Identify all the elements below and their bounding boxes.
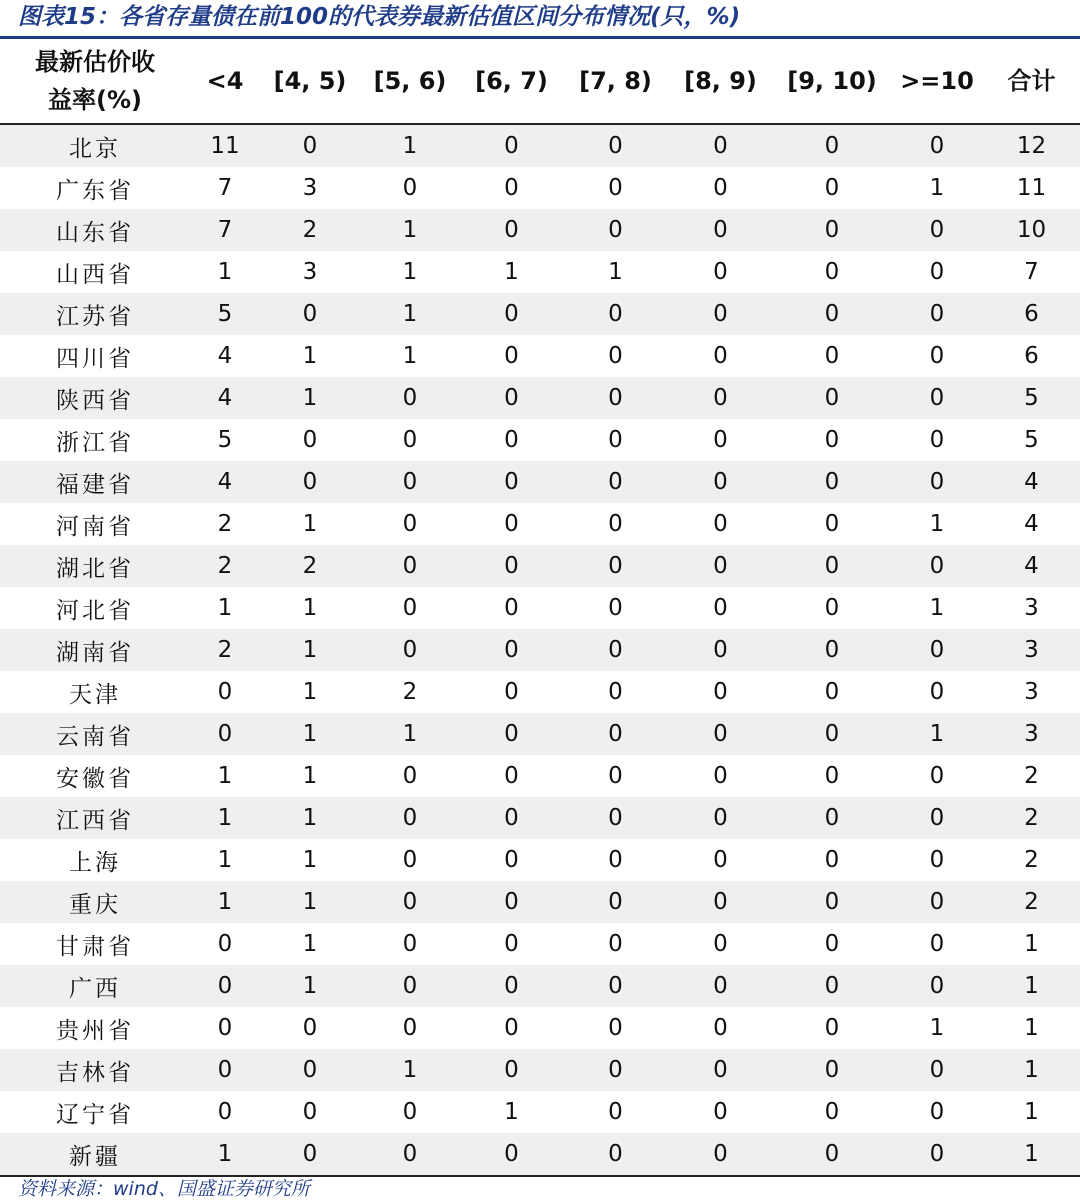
- column-header: [9, 10): [773, 39, 891, 124]
- valuation-distribution-table: [0, 39, 1080, 1177]
- count-cell: 0: [360, 545, 460, 587]
- column-header: [6, 7): [460, 39, 563, 124]
- table-row: [0, 881, 1080, 923]
- count-cell: 0: [773, 1091, 891, 1133]
- count-cell: 0: [360, 629, 460, 671]
- count-cell: 0: [190, 671, 260, 713]
- count-cell: 1: [260, 755, 360, 797]
- total-cell: 3: [983, 671, 1080, 713]
- table-row: [0, 713, 1080, 755]
- count-cell: 1: [891, 503, 983, 545]
- count-cell: 0: [668, 503, 773, 545]
- count-cell: 0: [260, 124, 360, 167]
- count-cell: 0: [773, 545, 891, 587]
- province-cell: 上海: [0, 839, 190, 881]
- count-cell: 0: [563, 965, 668, 1007]
- table-row: [0, 503, 1080, 545]
- count-cell: 0: [773, 1007, 891, 1049]
- count-cell: 0: [773, 587, 891, 629]
- count-cell: 0: [668, 671, 773, 713]
- count-cell: 0: [563, 1091, 668, 1133]
- count-cell: 1: [260, 503, 360, 545]
- count-cell: 0: [190, 923, 260, 965]
- count-cell: 0: [891, 1049, 983, 1091]
- count-cell: 0: [668, 251, 773, 293]
- count-cell: 0: [773, 461, 891, 503]
- count-cell: 2: [190, 503, 260, 545]
- count-cell: 0: [773, 335, 891, 377]
- table-row: [0, 461, 1080, 503]
- table-row: [0, 671, 1080, 713]
- province-cell: 新疆: [0, 1133, 190, 1176]
- province-cell: 湖南省: [0, 629, 190, 671]
- province-cell: 吉林省: [0, 1049, 190, 1091]
- count-cell: 0: [773, 377, 891, 419]
- count-cell: 0: [460, 923, 563, 965]
- count-cell: 0: [773, 1133, 891, 1176]
- count-cell: 0: [460, 377, 563, 419]
- table-row: [0, 1091, 1080, 1133]
- count-cell: 2: [260, 545, 360, 587]
- column-header-yield-line1: 最新估价收: [35, 48, 155, 76]
- table-row: [0, 251, 1080, 293]
- count-cell: 0: [563, 209, 668, 251]
- total-cell: 1: [983, 1007, 1080, 1049]
- table-row: [0, 209, 1080, 251]
- count-cell: 4: [190, 461, 260, 503]
- count-cell: 0: [773, 881, 891, 923]
- count-cell: 0: [773, 167, 891, 209]
- count-cell: 0: [891, 755, 983, 797]
- table-row: [0, 293, 1080, 335]
- column-header: [7, 8): [563, 39, 668, 124]
- province-cell: 北京: [0, 124, 190, 167]
- count-cell: 0: [360, 587, 460, 629]
- count-cell: 1: [260, 671, 360, 713]
- figure-title: 图表15：各省存量债在前100的代表券最新估值区间分布情况(只，%): [18, 4, 741, 30]
- count-cell: 0: [668, 881, 773, 923]
- count-cell: 0: [668, 713, 773, 755]
- count-cell: 0: [668, 377, 773, 419]
- count-cell: 0: [260, 1007, 360, 1049]
- count-cell: 0: [563, 1007, 668, 1049]
- count-cell: 0: [360, 1091, 460, 1133]
- province-cell: 甘肃省: [0, 923, 190, 965]
- count-cell: 2: [190, 545, 260, 587]
- count-cell: 0: [891, 545, 983, 587]
- count-cell: 0: [891, 923, 983, 965]
- count-cell: 1: [891, 1007, 983, 1049]
- count-cell: 0: [360, 923, 460, 965]
- count-cell: 1: [260, 629, 360, 671]
- table-row: [0, 629, 1080, 671]
- count-cell: 0: [360, 755, 460, 797]
- count-cell: 0: [563, 503, 668, 545]
- count-cell: 0: [668, 1007, 773, 1049]
- count-cell: 0: [460, 1133, 563, 1176]
- count-cell: 0: [891, 461, 983, 503]
- province-cell: 河北省: [0, 587, 190, 629]
- count-cell: 0: [360, 503, 460, 545]
- total-cell: 1: [983, 923, 1080, 965]
- count-cell: 0: [260, 461, 360, 503]
- column-header: <4: [190, 39, 260, 124]
- total-cell: 2: [983, 839, 1080, 881]
- count-cell: 0: [773, 923, 891, 965]
- column-header-total: 合计: [983, 39, 1080, 124]
- count-cell: 1: [460, 1091, 563, 1133]
- count-cell: 0: [773, 124, 891, 167]
- total-cell: 5: [983, 419, 1080, 461]
- count-cell: 0: [563, 124, 668, 167]
- count-cell: 0: [773, 503, 891, 545]
- table-row: [0, 755, 1080, 797]
- count-cell: 5: [190, 293, 260, 335]
- count-cell: 0: [773, 209, 891, 251]
- count-cell: 1: [260, 377, 360, 419]
- count-cell: 0: [773, 797, 891, 839]
- province-cell: 重庆: [0, 881, 190, 923]
- count-cell: 0: [891, 419, 983, 461]
- table-row: [0, 167, 1080, 209]
- count-cell: 0: [563, 545, 668, 587]
- total-cell: 7: [983, 251, 1080, 293]
- count-cell: 0: [563, 461, 668, 503]
- province-cell: 天津: [0, 671, 190, 713]
- count-cell: 0: [773, 1049, 891, 1091]
- count-cell: 0: [668, 839, 773, 881]
- column-header: [8, 9): [668, 39, 773, 124]
- count-cell: 0: [668, 124, 773, 167]
- count-cell: 0: [360, 461, 460, 503]
- count-cell: 0: [668, 923, 773, 965]
- total-cell: 2: [983, 755, 1080, 797]
- total-cell: 11: [983, 167, 1080, 209]
- count-cell: 0: [668, 545, 773, 587]
- count-cell: 0: [668, 1133, 773, 1176]
- count-cell: 1: [190, 881, 260, 923]
- province-cell: 云南省: [0, 713, 190, 755]
- count-cell: 0: [460, 209, 563, 251]
- count-cell: 1: [260, 797, 360, 839]
- table-row: [0, 797, 1080, 839]
- count-cell: 0: [260, 1049, 360, 1091]
- table-row: [0, 587, 1080, 629]
- count-cell: 1: [260, 335, 360, 377]
- count-cell: 0: [563, 797, 668, 839]
- column-header: >=10: [891, 39, 983, 124]
- count-cell: 0: [460, 671, 563, 713]
- count-cell: 0: [668, 587, 773, 629]
- count-cell: 0: [891, 629, 983, 671]
- count-cell: 0: [460, 461, 563, 503]
- count-cell: 0: [668, 629, 773, 671]
- count-cell: 1: [360, 124, 460, 167]
- count-cell: 0: [563, 377, 668, 419]
- table-row: [0, 419, 1080, 461]
- count-cell: 0: [668, 797, 773, 839]
- count-cell: 1: [360, 713, 460, 755]
- count-cell: 0: [668, 965, 773, 1007]
- count-cell: 0: [460, 629, 563, 671]
- count-cell: 0: [460, 797, 563, 839]
- count-cell: 0: [563, 839, 668, 881]
- count-cell: 0: [460, 545, 563, 587]
- count-cell: 1: [190, 251, 260, 293]
- source-note: 资料来源：wind、国盛证券研究所: [18, 1178, 310, 1200]
- count-cell: 1: [190, 755, 260, 797]
- count-cell: 1: [260, 839, 360, 881]
- column-header: [5, 6): [360, 39, 460, 124]
- count-cell: 0: [668, 167, 773, 209]
- total-cell: 3: [983, 713, 1080, 755]
- table-body: [0, 124, 1080, 1176]
- count-cell: 0: [260, 1133, 360, 1176]
- count-cell: 0: [460, 881, 563, 923]
- total-cell: 4: [983, 461, 1080, 503]
- count-cell: 0: [460, 587, 563, 629]
- count-cell: 0: [563, 923, 668, 965]
- count-cell: 1: [190, 839, 260, 881]
- count-cell: 3: [260, 167, 360, 209]
- count-cell: 2: [190, 629, 260, 671]
- count-cell: 0: [563, 1133, 668, 1176]
- count-cell: 1: [190, 587, 260, 629]
- total-cell: 1: [983, 1049, 1080, 1091]
- header-row: [0, 39, 1080, 124]
- count-cell: 0: [360, 839, 460, 881]
- table-row: [0, 377, 1080, 419]
- count-cell: 0: [190, 1007, 260, 1049]
- province-cell: 河南省: [0, 503, 190, 545]
- count-cell: 0: [668, 293, 773, 335]
- total-cell: 12: [983, 124, 1080, 167]
- count-cell: 0: [190, 965, 260, 1007]
- count-cell: 0: [360, 167, 460, 209]
- count-cell: 0: [460, 124, 563, 167]
- total-cell: 3: [983, 587, 1080, 629]
- count-cell: 3: [260, 251, 360, 293]
- total-cell: 4: [983, 503, 1080, 545]
- table-row: [0, 965, 1080, 1007]
- count-cell: 0: [460, 1007, 563, 1049]
- table-row: [0, 1049, 1080, 1091]
- table-row: [0, 839, 1080, 881]
- count-cell: 4: [190, 377, 260, 419]
- table-row: [0, 923, 1080, 965]
- count-cell: 0: [460, 839, 563, 881]
- total-cell: 6: [983, 335, 1080, 377]
- count-cell: 1: [891, 587, 983, 629]
- count-cell: 1: [891, 167, 983, 209]
- count-cell: 0: [891, 839, 983, 881]
- table-row: [0, 545, 1080, 587]
- count-cell: 0: [360, 1007, 460, 1049]
- count-cell: 0: [563, 755, 668, 797]
- count-cell: 0: [668, 209, 773, 251]
- count-cell: 1: [260, 923, 360, 965]
- count-cell: 0: [460, 965, 563, 1007]
- total-cell: 2: [983, 881, 1080, 923]
- count-cell: 1: [260, 881, 360, 923]
- count-cell: 1: [260, 965, 360, 1007]
- count-cell: 4: [190, 335, 260, 377]
- total-cell: 1: [983, 965, 1080, 1007]
- count-cell: 0: [360, 377, 460, 419]
- total-cell: 1: [983, 1133, 1080, 1176]
- count-cell: 0: [260, 1091, 360, 1133]
- total-cell: 2: [983, 797, 1080, 839]
- count-cell: 0: [891, 881, 983, 923]
- count-cell: 0: [891, 251, 983, 293]
- count-cell: 1: [460, 251, 563, 293]
- count-cell: 1: [360, 335, 460, 377]
- count-cell: 0: [773, 713, 891, 755]
- province-cell: 江西省: [0, 797, 190, 839]
- province-cell: 山西省: [0, 251, 190, 293]
- count-cell: 0: [460, 335, 563, 377]
- total-cell: 5: [983, 377, 1080, 419]
- count-cell: 0: [563, 335, 668, 377]
- province-cell: 四川省: [0, 335, 190, 377]
- column-header-yield: [0, 39, 190, 124]
- total-cell: 1: [983, 1091, 1080, 1133]
- count-cell: 11: [190, 124, 260, 167]
- count-cell: 0: [563, 167, 668, 209]
- count-cell: 0: [360, 419, 460, 461]
- table-row: [0, 1133, 1080, 1176]
- count-cell: 0: [563, 713, 668, 755]
- count-cell: 0: [460, 713, 563, 755]
- count-cell: 0: [891, 377, 983, 419]
- count-cell: 0: [891, 209, 983, 251]
- count-cell: 0: [563, 587, 668, 629]
- count-cell: 5: [190, 419, 260, 461]
- count-cell: 0: [360, 965, 460, 1007]
- count-cell: 1: [360, 209, 460, 251]
- count-cell: 0: [360, 797, 460, 839]
- count-cell: 0: [563, 293, 668, 335]
- count-cell: 0: [891, 124, 983, 167]
- count-cell: 7: [190, 167, 260, 209]
- province-cell: 辽宁省: [0, 1091, 190, 1133]
- count-cell: 0: [563, 419, 668, 461]
- count-cell: 0: [668, 755, 773, 797]
- province-cell: 广东省: [0, 167, 190, 209]
- province-cell: 广西: [0, 965, 190, 1007]
- count-cell: 0: [891, 1091, 983, 1133]
- table-row: [0, 124, 1080, 167]
- province-cell: 湖北省: [0, 545, 190, 587]
- count-cell: 0: [773, 965, 891, 1007]
- count-cell: 1: [190, 1133, 260, 1176]
- total-cell: 3: [983, 629, 1080, 671]
- count-cell: 1: [260, 713, 360, 755]
- count-cell: 0: [260, 293, 360, 335]
- column-header: [4, 5): [260, 39, 360, 124]
- count-cell: 0: [668, 419, 773, 461]
- count-cell: 2: [360, 671, 460, 713]
- count-cell: 0: [891, 671, 983, 713]
- total-cell: 10: [983, 209, 1080, 251]
- count-cell: 1: [260, 587, 360, 629]
- province-cell: 贵州省: [0, 1007, 190, 1049]
- count-cell: 2: [260, 209, 360, 251]
- count-cell: 0: [563, 1049, 668, 1091]
- count-cell: 0: [563, 671, 668, 713]
- count-cell: 0: [773, 419, 891, 461]
- count-cell: 0: [360, 881, 460, 923]
- count-cell: 0: [891, 293, 983, 335]
- province-cell: 浙江省: [0, 419, 190, 461]
- count-cell: 0: [773, 755, 891, 797]
- count-cell: 0: [360, 1133, 460, 1176]
- province-cell: 福建省: [0, 461, 190, 503]
- count-cell: 0: [460, 167, 563, 209]
- count-cell: 0: [668, 461, 773, 503]
- table-row: [0, 335, 1080, 377]
- count-cell: 0: [260, 419, 360, 461]
- count-cell: 0: [460, 293, 563, 335]
- count-cell: 0: [773, 293, 891, 335]
- count-cell: 0: [190, 1049, 260, 1091]
- province-cell: 陕西省: [0, 377, 190, 419]
- total-cell: 6: [983, 293, 1080, 335]
- count-cell: 0: [460, 503, 563, 545]
- count-cell: 0: [460, 755, 563, 797]
- count-cell: 0: [668, 335, 773, 377]
- count-cell: 0: [563, 629, 668, 671]
- province-cell: 江苏省: [0, 293, 190, 335]
- count-cell: 0: [773, 671, 891, 713]
- count-cell: 0: [563, 881, 668, 923]
- count-cell: 0: [190, 1091, 260, 1133]
- count-cell: 0: [460, 1049, 563, 1091]
- table-row: [0, 1007, 1080, 1049]
- count-cell: 7: [190, 209, 260, 251]
- count-cell: 1: [360, 293, 460, 335]
- count-cell: 0: [773, 629, 891, 671]
- count-cell: 0: [668, 1049, 773, 1091]
- count-cell: 0: [891, 1133, 983, 1176]
- count-cell: 0: [460, 419, 563, 461]
- province-cell: 山东省: [0, 209, 190, 251]
- count-cell: 0: [668, 1091, 773, 1133]
- count-cell: 0: [891, 797, 983, 839]
- count-cell: 1: [563, 251, 668, 293]
- total-cell: 4: [983, 545, 1080, 587]
- count-cell: 0: [891, 965, 983, 1007]
- count-cell: 1: [190, 797, 260, 839]
- count-cell: 0: [773, 839, 891, 881]
- column-header-yield-line2: 益率(%): [48, 86, 142, 114]
- count-cell: 0: [190, 713, 260, 755]
- count-cell: 1: [891, 713, 983, 755]
- count-cell: 0: [773, 251, 891, 293]
- count-cell: 1: [360, 251, 460, 293]
- count-cell: 1: [360, 1049, 460, 1091]
- count-cell: 0: [891, 335, 983, 377]
- province-cell: 安徽省: [0, 755, 190, 797]
